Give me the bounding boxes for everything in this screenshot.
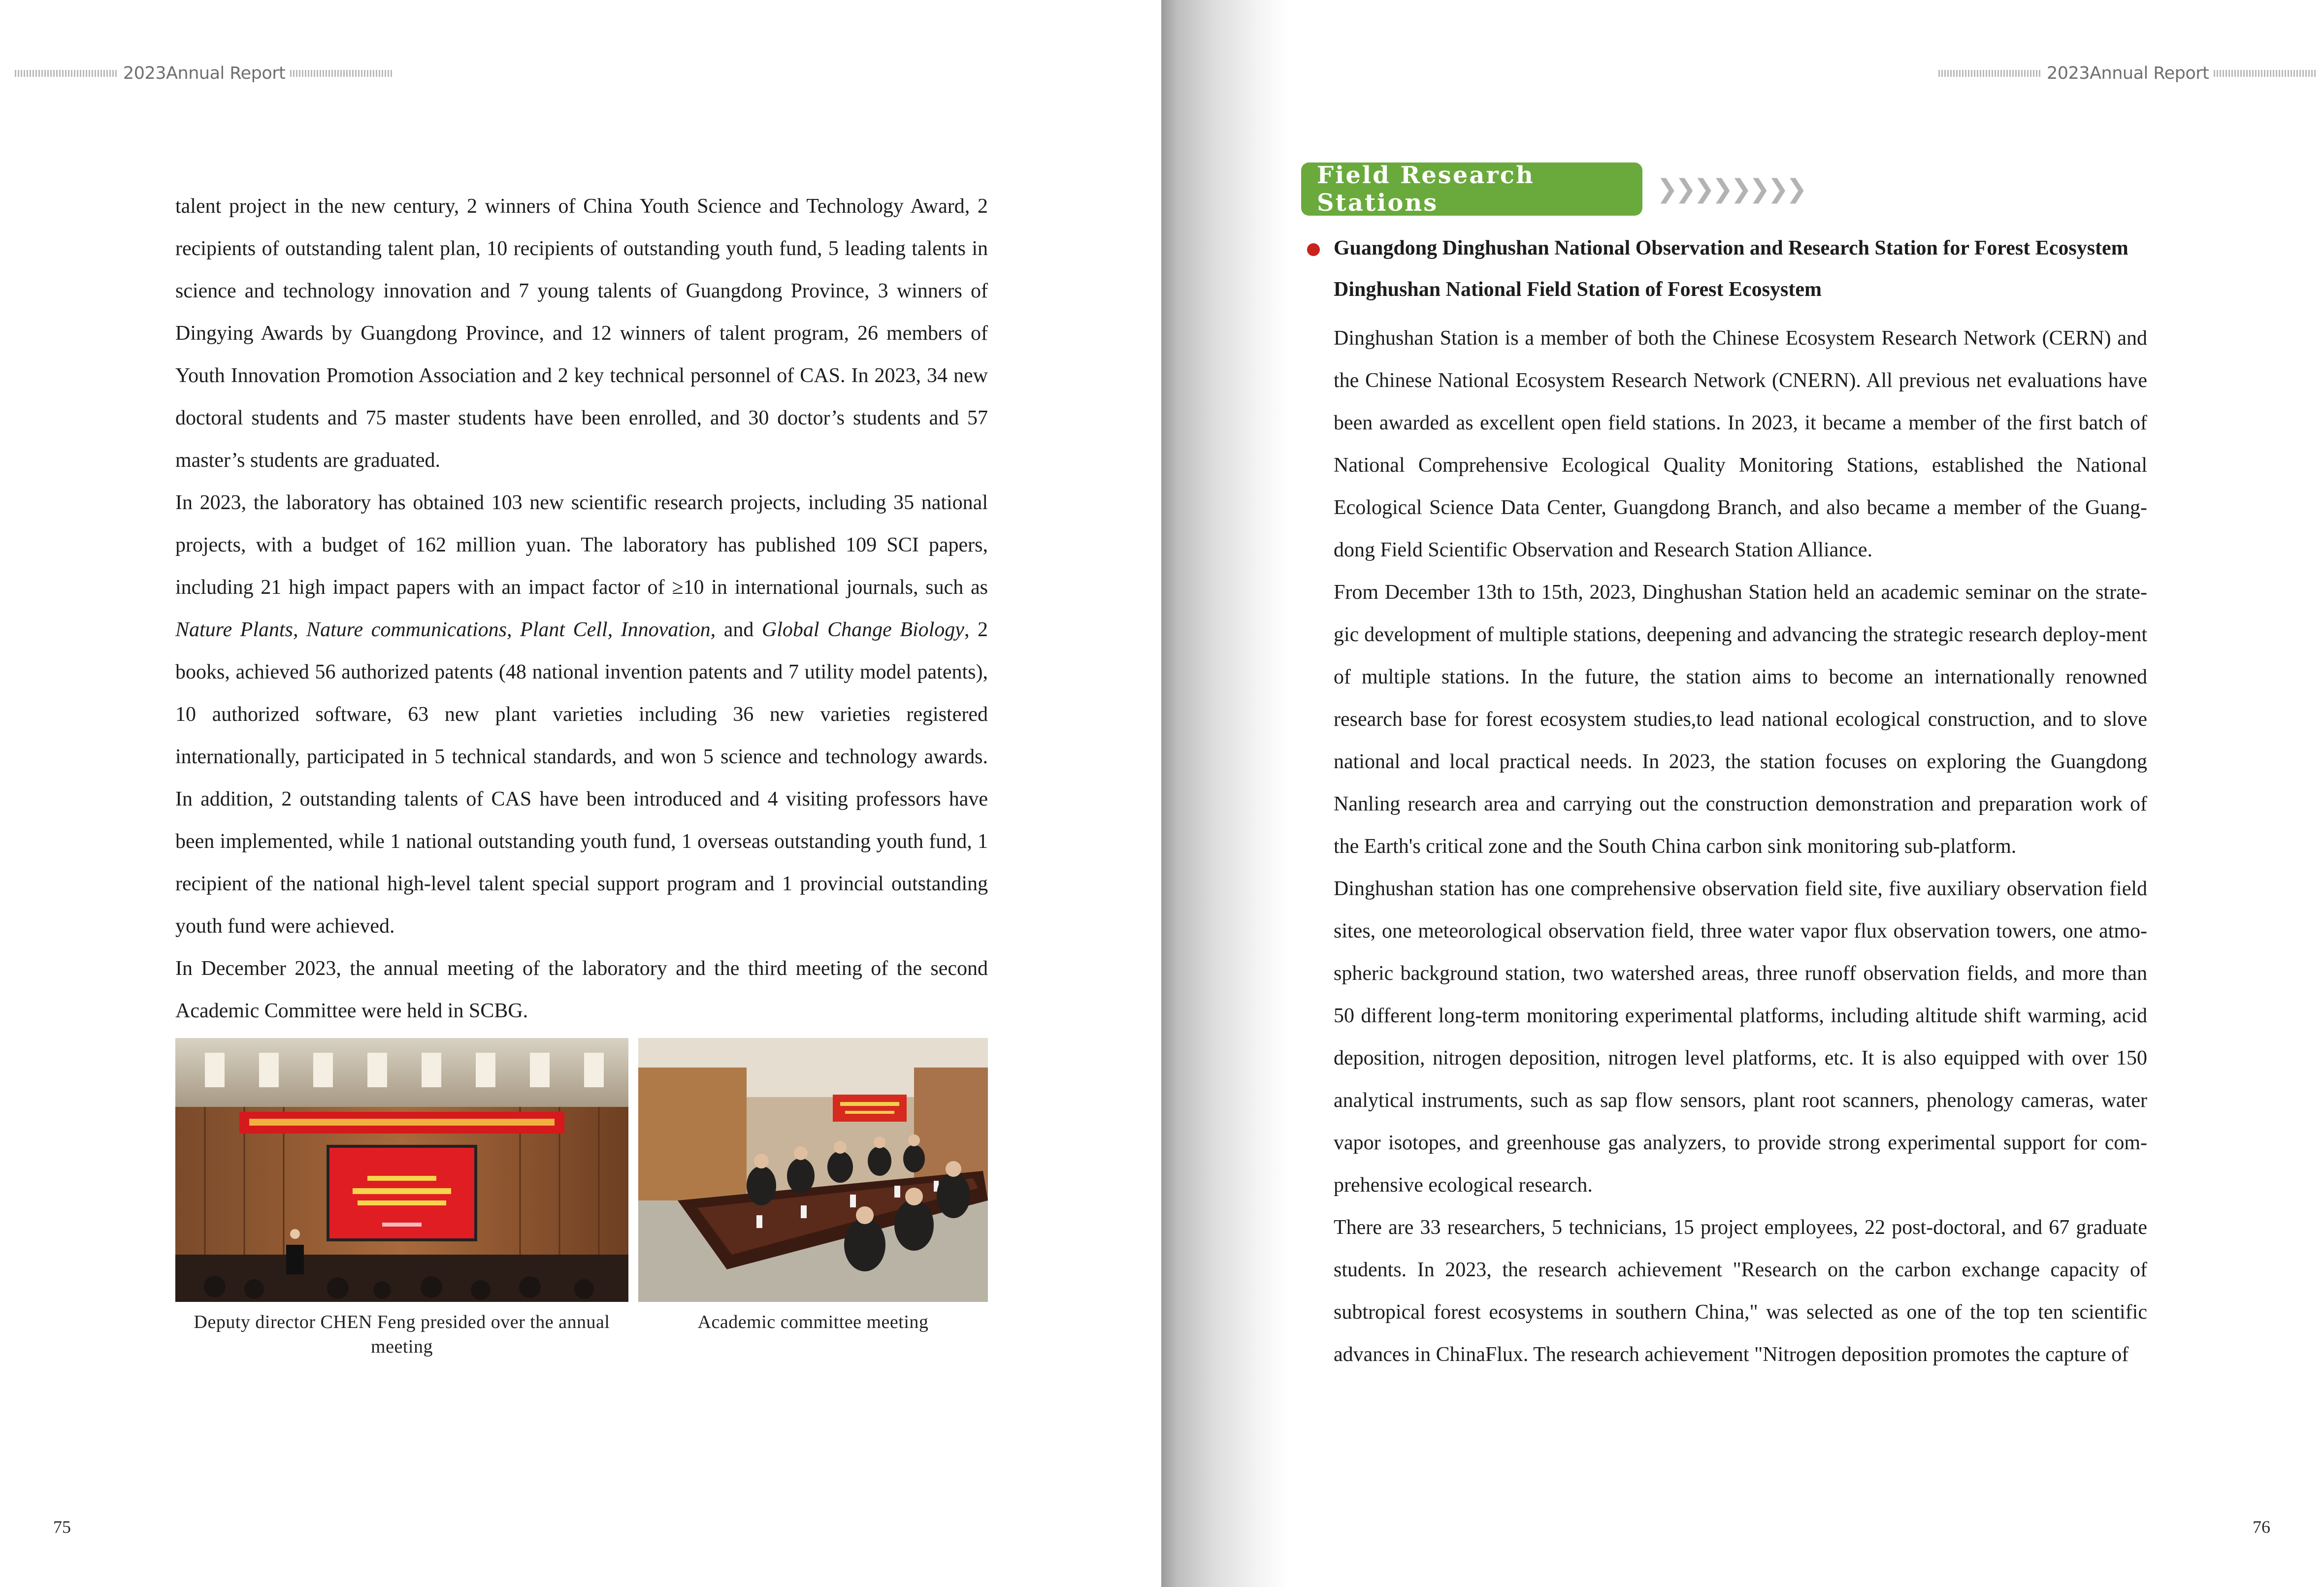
journal-name: Global Change Biology xyxy=(761,618,964,641)
station-title: Guangdong Dinghushan National Observation and Research Station for Forest Ecosystem xyxy=(1334,237,2128,259)
paragraph: Dinghushan Station is a member of both the Chinese Ecosystem Research Network (CERN) and the Chinese National Ecosystem Research Network (CNERN). All previous net evaluations have been awarded as excellent open field stations. In 2023, it became a member of the first batch of National Comprehensive Ecological Quality Monitoring Stations, established the National Ecological Science Data Center, Guangdong Branch, and also became a member of the Guang-dong Field Scientific Observation and Research Station Alliance. xyxy=(1334,327,2147,561)
left-page xyxy=(0,0,1161,1587)
paragraph: talent project in the new century, 2 winners of China Youth Science and Technology Award, 2 recipients of outstanding talent plan, 10 recipients of outstanding youth fund, 5 leading talents in science and technology innovation and 7 young talents of Guangdong Province, 3 winners of Dingying Awards by Guangdong Province, and 12 winners of talent program, 26 members of Youth Innovation Promotion Association and 2 key technical personnel of CAS. In 2023, 34 new doctoral students and 75 master students have been enrolled, and 30 doctor’s students and 57 master’s students are graduated. xyxy=(175,195,988,472)
figure-caption: Deputy director CHEN Feng presided over the annual meeting xyxy=(194,1312,610,1357)
projects-paragraph: In 2023, the laboratory has obtained 103 new scientific research projects, including 35 national projects, with a budget of 162 million yuan. The laboratory has published 109 SCI papers, including 21 high impact papers with an impact factor of ≥10 in international journals, such as Nature Plants, Nature communications, Plant Cell, Innovation, and Global Change Biology, 2 books, achieved 56 authorized patents (48 national invention patents and 7 utility model patents), 10 authorized software, 63 new plant varieties including 36 new varieties registered internationally, participated in 5 technical standards, and won 5 science and technology awards. In addition, 2 outstanding talents of CAS have been introduced and 4 visiting professors have been implemented, while 1 national outstanding youth fund, 1 overseas outstanding youth fund, 1 recipient of the national high-level talent special support program and 1 provincial outstanding youth fund were achieved. xyxy=(175,491,988,938)
station-subtitle: Dinghushan National Field Station of Forest Ecosystem xyxy=(1334,278,1822,301)
running-header xyxy=(15,61,393,86)
header-dots-left xyxy=(15,70,118,77)
page-number: 76 xyxy=(2253,1517,2270,1537)
header-title: 2023Annual Report xyxy=(123,64,286,83)
figure-caption: Academic committee meeting xyxy=(697,1312,929,1332)
journal-names: Nature Plants, Nature communications, Plant Cell, Innovation, xyxy=(175,618,716,641)
spine-shadow xyxy=(1161,0,1289,1587)
left-body-text xyxy=(175,185,988,1032)
paragraph: Dinghushan station has one comprehensive observation field site, five auxiliary observation field sites, one meteorological observation field, three water vapor flux observation towers, one atmo-spheric background station, two watershed areas, three runoff observation fields, and more than 50 different long-term monitoring experimental platforms, including altitude shift warming, acid deposition, nitrogen deposition, nitrogen level platforms, etc. It is also equipped with over 150 analytical instruments, such as sap flow sensors, plant root scanners, phenology cameras, water vapor isotopes, and greenhouse gas analyzers, to provide strong experimental support for com-prehensive ecological research. xyxy=(1334,877,2147,1197)
bullet-dot-icon xyxy=(1307,243,1320,256)
header-title: 2023Annual Report xyxy=(2047,64,2209,83)
running-header xyxy=(1938,61,2317,86)
section-banner xyxy=(1301,162,1804,216)
paragraph: In December 2023, the annual meeting of the laboratory and the third meeting of the second Academic Committee were held in SCBG. xyxy=(175,957,988,1022)
committee-meeting-photo xyxy=(638,1038,988,1302)
right-body-text xyxy=(1334,317,2147,1376)
paragraph: From December 13th to 15th, 2023, Dinghushan Station held an academic seminar on the strate-gic development of multiple stations, deepening and advancing the strategic research deploy-ment of multiple stations. In the future, the station aims to become an internationally renowned research base for forest ecosystem studies,to lead national ecological construction, and to slove national and local practical needs. In 2023, the station focuses on exploring the Guangdong Nanling research area and carrying out the construction demonstration and preparation work of the Earth's critical zone and the South China carbon sink monitoring sub-platform. xyxy=(1334,581,2147,858)
header-dots-left xyxy=(1938,70,2042,77)
header-dots-right xyxy=(290,70,393,77)
right-page xyxy=(1161,0,2324,1587)
page-number: 75 xyxy=(53,1517,71,1537)
chevrons-icon: ❯❯❯❯❯❯❯❯ xyxy=(1656,174,1804,204)
annual-meeting-photo xyxy=(175,1038,628,1302)
paragraph: There are 33 researchers, 5 technicians, 15 project employees, 22 post-doctoral, and 67 graduate students. In 2023, the research achievement "Research on the carbon exchange capacity of subtropical forest ecosystems in southern China," was selected as one of the top ten scientific advances in ChinaFlux. The research achievement "Nitrogen deposition promotes the capture of xyxy=(1334,1216,2147,1366)
section-title: Field Research Stations xyxy=(1301,162,1642,216)
header-dots-right xyxy=(2214,70,2317,77)
